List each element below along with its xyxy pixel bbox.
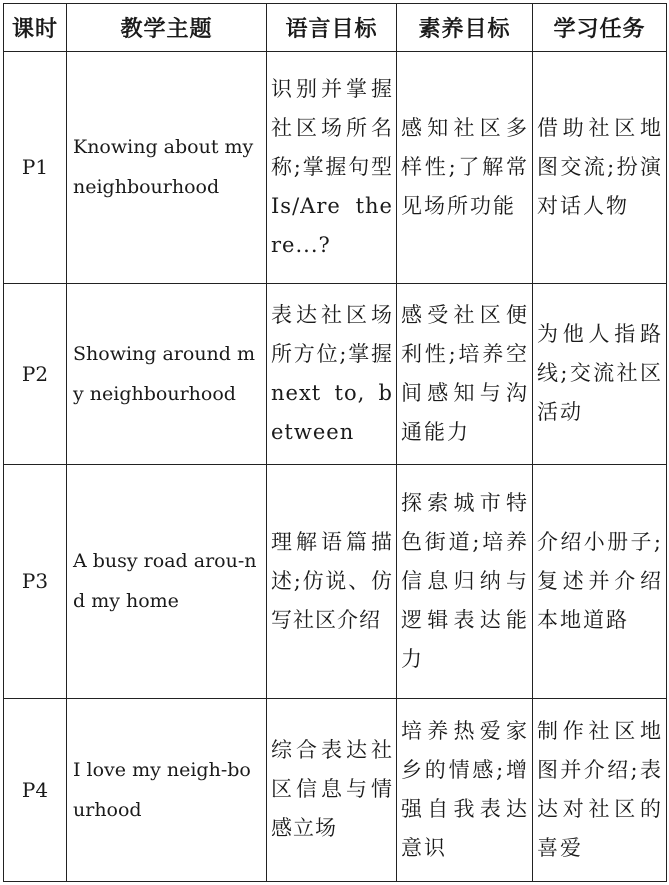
lesson-cell: P2: [4, 283, 67, 464]
header-topic: 教学主题: [67, 4, 267, 52]
topic-cell: A busy road arou-nd my home: [67, 464, 267, 698]
language-goal-cell: 理解语篇描述;仿说、仿写社区介绍: [267, 464, 397, 698]
header-lesson: 课时: [4, 4, 67, 52]
learning-task-cell: 制作社区地图并介绍;表达对社区的喜爱: [533, 698, 667, 881]
literacy-goal-cell: 培养热爱家乡的情感;增强自我表达意识: [397, 698, 533, 881]
literacy-goal-cell: 感知社区多样性;了解常见场所功能: [397, 52, 533, 284]
lesson-cell: P3: [4, 464, 67, 698]
table-header-row: [4, 4, 667, 52]
lesson-plan-table: [3, 3, 667, 882]
lesson-cell: P1: [4, 52, 67, 284]
header-language-goal: 语言目标: [267, 4, 397, 52]
topic-cell: I love my neigh-bourhood: [67, 698, 267, 881]
table-row: [4, 283, 667, 464]
header-literacy-goal: 素养目标: [397, 4, 533, 52]
table-row: [4, 52, 667, 284]
topic-cell: Knowing about my neighbourhood: [67, 52, 267, 284]
learning-task-cell: 借助社区地图交流;扮演对话人物: [533, 52, 667, 284]
header-learning-task: 学习任务: [533, 4, 667, 52]
literacy-goal-cell: 探索城市特色街道;培养信息归纳与逻辑表达能力: [397, 464, 533, 698]
language-goal-cell: 识别并掌握社区场所名称;掌握句型 Is/Are there...?: [267, 52, 397, 284]
table-row: [4, 698, 667, 881]
literacy-goal-cell: 感受社区便利性;培养空间感知与沟通能力: [397, 283, 533, 464]
language-goal-cell: 表达社区场所方位;掌握 next to, between: [267, 283, 397, 464]
learning-task-cell: 介绍小册子;复述并介绍本地道路: [533, 464, 667, 698]
language-goal-cell: 综合表达社区信息与情感立场: [267, 698, 397, 881]
learning-task-cell: 为他人指路线;交流社区活动: [533, 283, 667, 464]
topic-cell: Showing around my neighbourhood: [67, 283, 267, 464]
table-row: [4, 464, 667, 698]
lesson-cell: P4: [4, 698, 67, 881]
